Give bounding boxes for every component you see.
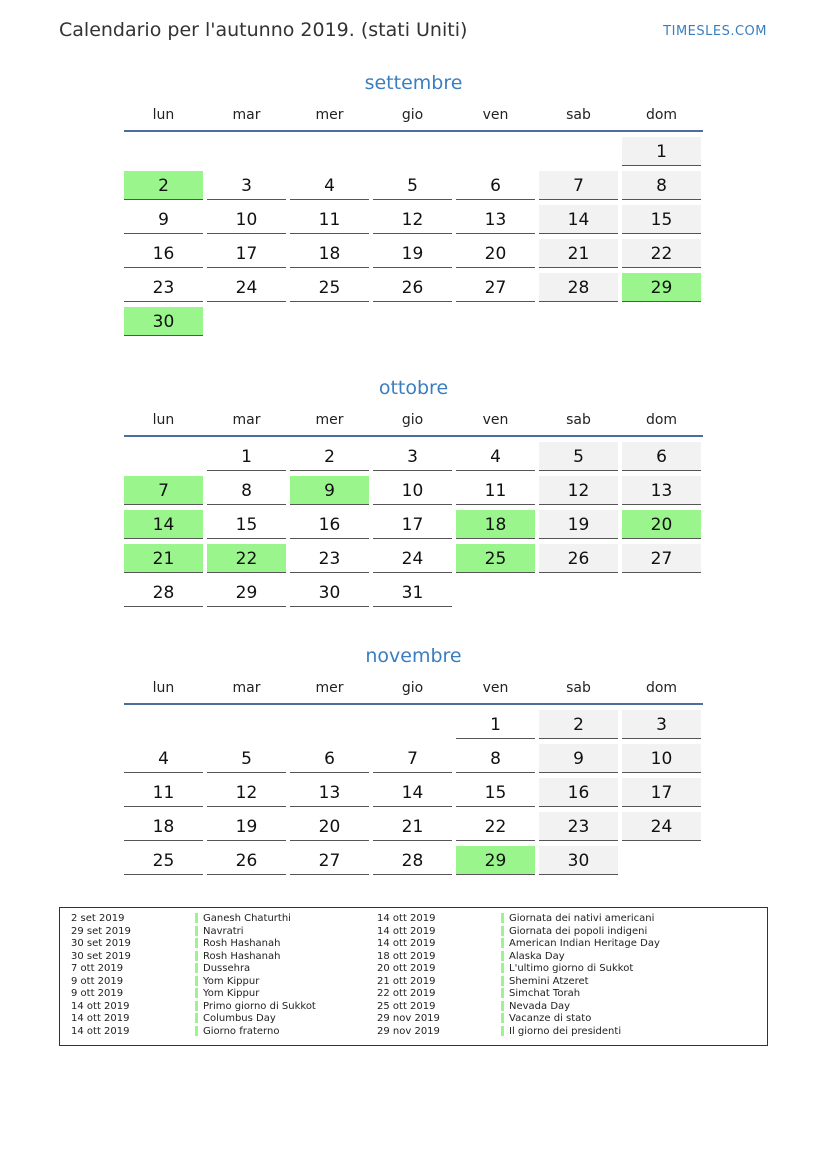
holiday-day-cell[interactable]: 14	[124, 510, 203, 539]
legend-row	[377, 1013, 660, 1026]
month-title: settembre	[364, 72, 463, 94]
day-cell[interactable]: 13	[290, 778, 369, 807]
legend-holiday-name: Shemini Atzeret	[509, 975, 589, 987]
page-title: Calendario per l'autunno 2019. (stati Uniti)	[59, 19, 468, 41]
legend-row	[377, 951, 660, 964]
legend-date: 29 set 2019	[71, 925, 131, 937]
legend-holiday-name: Columbus Day	[203, 1013, 276, 1024]
day-cell[interactable]: 28	[124, 578, 203, 607]
day-cell[interactable]: 7	[373, 744, 452, 773]
legend-row	[71, 963, 316, 976]
day-cell[interactable]: 26	[539, 544, 618, 573]
day-cell[interactable]: 4	[290, 171, 369, 200]
day-cell[interactable]: 30	[290, 578, 369, 607]
empty-cell	[456, 137, 535, 166]
legend-date: 30 set 2019	[71, 950, 131, 962]
empty-cell	[373, 137, 452, 166]
day-cell[interactable]: 8	[456, 744, 535, 773]
holiday-day-cell[interactable]: 18	[456, 510, 535, 539]
legend-date: 29 nov 2019	[377, 1013, 440, 1024]
day-cell[interactable]: 5	[539, 442, 618, 471]
day-cell[interactable]: 18	[290, 239, 369, 268]
day-cell[interactable]: 3	[622, 710, 701, 739]
day-cell[interactable]: 3	[373, 442, 452, 471]
day-cell[interactable]: 20	[290, 812, 369, 841]
legend-row	[71, 926, 316, 939]
empty-cell	[290, 137, 369, 166]
holiday-day-cell[interactable]: 29	[456, 846, 535, 875]
holiday-marker-icon	[195, 976, 198, 986]
day-cell[interactable]: 28	[373, 846, 452, 875]
day-cell[interactable]: 2	[290, 442, 369, 471]
empty-cell	[124, 710, 203, 739]
legend-row	[71, 938, 316, 951]
weekday-label: mer	[315, 680, 344, 696]
legend-date: 14 ott 2019	[377, 938, 436, 949]
holiday-day-cell[interactable]: 25	[456, 544, 535, 573]
legend-row	[377, 1026, 660, 1039]
legend-date: 9 ott 2019	[71, 975, 124, 987]
holiday-marker-icon	[501, 1026, 504, 1036]
empty-cell	[207, 137, 286, 166]
legend-holiday-name: Giornata dei popoli indigeni	[509, 925, 648, 937]
empty-cell	[124, 442, 203, 471]
weekday-header	[124, 679, 703, 705]
weekday-label: lun	[152, 412, 175, 428]
holiday-marker-icon	[195, 951, 198, 961]
day-cell[interactable]: 23	[539, 812, 618, 841]
legend-row	[377, 938, 660, 951]
brand-logo[interactable]: TIMESLES.COM	[663, 24, 767, 39]
day-cell[interactable]: 27	[456, 273, 535, 302]
legend-row	[71, 988, 316, 1001]
day-cell[interactable]: 19	[539, 510, 618, 539]
legend-holiday-name: Ganesh Chaturthi	[203, 913, 291, 924]
day-cell[interactable]: 15	[207, 510, 286, 539]
legend-date: 2 set 2019	[71, 913, 125, 924]
holiday-marker-icon	[195, 988, 198, 998]
holiday-marker-icon	[501, 1001, 504, 1011]
holiday-day-cell[interactable]: 2	[124, 171, 203, 200]
day-cell[interactable]: 5	[373, 171, 452, 200]
day-cell[interactable]: 2	[539, 710, 618, 739]
legend-row	[71, 951, 316, 964]
day-cell[interactable]: 15	[622, 205, 701, 234]
empty-cell	[539, 137, 618, 166]
month-october	[124, 375, 703, 607]
day-cell[interactable]: 9	[124, 205, 203, 234]
day-cell[interactable]: 8	[622, 171, 701, 200]
legend-date: 25 ott 2019	[377, 1000, 436, 1012]
month-title: novembre	[365, 645, 462, 667]
legend-date: 14 ott 2019	[377, 913, 436, 924]
day-cell[interactable]: 24	[373, 544, 452, 573]
day-cell[interactable]: 19	[207, 812, 286, 841]
day-cell[interactable]: 7	[539, 171, 618, 200]
weekday-label: sab	[566, 412, 591, 428]
holiday-day-cell[interactable]: 29	[622, 273, 701, 302]
legend-column-left	[71, 913, 316, 1038]
legend-date: 14 ott 2019	[377, 925, 436, 937]
legend-holiday-name: Yom Kippur	[203, 988, 260, 999]
weekday-label: mar	[232, 680, 261, 696]
day-cell[interactable]: 21	[539, 239, 618, 268]
weekday-label: ven	[482, 680, 509, 696]
day-cell[interactable]: 16	[539, 778, 618, 807]
weekday-label: mer	[315, 107, 344, 123]
day-cell[interactable]: 14	[373, 778, 452, 807]
legend-row	[377, 976, 660, 989]
legend-row	[71, 1013, 316, 1026]
day-cell[interactable]: 28	[539, 273, 618, 302]
legend-date: 18 ott 2019	[377, 950, 436, 962]
legend-date: 22 ott 2019	[377, 988, 436, 999]
day-cell[interactable]: 6	[456, 171, 535, 200]
day-cell[interactable]: 12	[539, 476, 618, 505]
legend-holiday-name: Nevada Day	[509, 1000, 571, 1012]
legend-row	[377, 1001, 660, 1014]
day-cell[interactable]: 15	[456, 778, 535, 807]
day-grid	[124, 710, 703, 875]
day-cell[interactable]: 17	[207, 239, 286, 268]
legend-row	[71, 913, 316, 926]
day-cell[interactable]: 18	[124, 812, 203, 841]
empty-cell	[373, 710, 452, 739]
legend-row	[71, 1026, 316, 1039]
holiday-marker-icon	[195, 1013, 198, 1023]
legend-holiday-name: Yom Kippur	[203, 975, 260, 987]
legend-row	[377, 913, 660, 926]
holiday-marker-icon	[501, 988, 504, 998]
weekday-label: dom	[645, 680, 678, 696]
day-cell[interactable]: 1	[207, 442, 286, 471]
weekday-label: mar	[232, 107, 261, 123]
legend-column-right	[377, 913, 660, 1038]
day-cell[interactable]: 22	[456, 812, 535, 841]
holiday-day-cell[interactable]: 30	[124, 307, 203, 336]
day-cell[interactable]: 26	[207, 846, 286, 875]
legend-date: 29 nov 2019	[377, 1025, 440, 1037]
holiday-marker-icon	[195, 1001, 198, 1011]
legend-date: 14 ott 2019	[71, 1025, 130, 1037]
weekday-label: lun	[152, 680, 175, 696]
weekday-label: lun	[152, 107, 175, 123]
day-cell[interactable]: 11	[290, 205, 369, 234]
day-cell[interactable]: 31	[373, 578, 452, 607]
legend-holiday-name: Rosh Hashanah	[203, 950, 281, 962]
day-cell[interactable]: 24	[207, 273, 286, 302]
legend-holiday-name: Vacanze di stato	[509, 1013, 592, 1024]
day-cell[interactable]: 14	[539, 205, 618, 234]
holiday-marker-icon	[501, 976, 504, 986]
month-title: ottobre	[378, 377, 449, 399]
legend-row	[377, 963, 660, 976]
holiday-marker-icon	[195, 926, 198, 936]
day-cell[interactable]: 12	[207, 778, 286, 807]
day-cell[interactable]: 10	[622, 744, 701, 773]
day-cell[interactable]: 25	[290, 273, 369, 302]
legend-date: 14 ott 2019	[71, 1013, 130, 1024]
day-cell[interactable]: 5	[207, 744, 286, 773]
holiday-marker-icon	[195, 938, 198, 948]
weekday-label: ven	[482, 412, 509, 428]
day-cell[interactable]: 27	[290, 846, 369, 875]
day-cell[interactable]: 16	[290, 510, 369, 539]
holiday-marker-icon	[195, 1026, 198, 1036]
holiday-marker-icon	[501, 951, 504, 961]
holiday-day-cell[interactable]: 21	[124, 544, 203, 573]
legend-row	[71, 1001, 316, 1014]
holiday-marker-icon	[195, 963, 198, 973]
day-cell[interactable]: 24	[622, 812, 701, 841]
weekday-label: dom	[645, 412, 678, 428]
weekday-label: mer	[315, 412, 344, 428]
empty-cell	[124, 137, 203, 166]
legend-holiday-name: Giornata dei nativi americani	[509, 913, 655, 924]
day-cell[interactable]: 9	[539, 744, 618, 773]
holiday-day-cell[interactable]: 7	[124, 476, 203, 505]
weekday-label: dom	[645, 107, 678, 123]
day-cell[interactable]: 10	[207, 205, 286, 234]
day-cell[interactable]: 6	[290, 744, 369, 773]
weekday-label: gio	[401, 412, 424, 428]
legend-date: 30 set 2019	[71, 938, 131, 949]
day-cell[interactable]: 1	[622, 137, 701, 166]
legend-row	[377, 988, 660, 1001]
holiday-marker-icon	[501, 938, 504, 948]
legend-holiday-name: Dussehra	[203, 963, 251, 974]
legend-row	[377, 926, 660, 939]
day-cell[interactable]: 19	[373, 239, 452, 268]
holiday-marker-icon	[195, 913, 198, 923]
empty-cell	[207, 710, 286, 739]
day-cell[interactable]: 1	[456, 710, 535, 739]
holiday-day-cell[interactable]: 20	[622, 510, 701, 539]
day-cell[interactable]: 27	[622, 544, 701, 573]
legend-holiday-name: American Indian Heritage Day	[509, 938, 660, 949]
legend-holiday-name: Alaska Day	[509, 950, 565, 962]
day-cell[interactable]: 22	[622, 239, 701, 268]
weekday-label: ven	[482, 107, 509, 123]
holiday-marker-icon	[501, 926, 504, 936]
holiday-marker-icon	[501, 1013, 504, 1023]
day-cell[interactable]: 16	[124, 239, 203, 268]
day-cell[interactable]: 20	[456, 239, 535, 268]
day-grid	[124, 137, 703, 336]
weekday-header	[124, 106, 703, 132]
day-cell[interactable]: 3	[207, 171, 286, 200]
legend-holiday-name: Simchat Torah	[509, 988, 581, 999]
weekday-header	[124, 411, 703, 437]
day-cell[interactable]: 11	[124, 778, 203, 807]
day-cell[interactable]: 8	[207, 476, 286, 505]
day-cell[interactable]: 11	[456, 476, 535, 505]
day-cell[interactable]: 4	[124, 744, 203, 773]
weekday-label: mar	[232, 412, 261, 428]
legend-date: 7 ott 2019	[71, 963, 124, 974]
empty-cell	[290, 710, 369, 739]
month-september	[124, 70, 703, 336]
legend-date: 9 ott 2019	[71, 988, 124, 999]
day-cell[interactable]: 26	[373, 273, 452, 302]
holiday-day-cell[interactable]: 9	[290, 476, 369, 505]
day-cell[interactable]: 13	[456, 205, 535, 234]
holiday-marker-icon	[501, 963, 504, 973]
legend-holiday-name: Il giorno dei presidenti	[509, 1025, 622, 1037]
day-cell[interactable]: 6	[622, 442, 701, 471]
weekday-label: gio	[401, 107, 424, 123]
day-grid	[124, 442, 703, 607]
legend-row	[71, 976, 316, 989]
day-cell[interactable]: 10	[373, 476, 452, 505]
weekday-label: gio	[401, 680, 424, 696]
legend-holiday-name: L'ultimo giorno di Sukkot	[509, 963, 634, 974]
legend-date: 20 ott 2019	[377, 963, 436, 974]
day-cell[interactable]: 25	[124, 846, 203, 875]
legend-holiday-name: Rosh Hashanah	[203, 938, 281, 949]
holiday-marker-icon	[501, 913, 504, 923]
day-cell[interactable]: 13	[622, 476, 701, 505]
day-cell[interactable]: 17	[373, 510, 452, 539]
holiday-day-cell[interactable]: 22	[207, 544, 286, 573]
day-cell[interactable]: 23	[124, 273, 203, 302]
day-cell[interactable]: 29	[207, 578, 286, 607]
legend-date: 14 ott 2019	[71, 1000, 130, 1012]
day-cell[interactable]: 17	[622, 778, 701, 807]
day-cell[interactable]: 21	[373, 812, 452, 841]
weekday-label: sab	[566, 680, 591, 696]
weekday-label: sab	[566, 107, 591, 123]
legend-holiday-name: Primo giorno di Sukkot	[203, 1000, 316, 1012]
day-cell[interactable]: 12	[373, 205, 452, 234]
day-cell[interactable]: 23	[290, 544, 369, 573]
legend-holiday-name: Navratri	[203, 925, 244, 937]
month-november	[124, 643, 703, 875]
day-cell[interactable]: 4	[456, 442, 535, 471]
day-cell[interactable]: 30	[539, 846, 618, 875]
legend-date: 21 ott 2019	[377, 975, 436, 987]
legend-holiday-name: Giorno fraterno	[203, 1025, 280, 1037]
holiday-legend	[59, 907, 768, 1046]
